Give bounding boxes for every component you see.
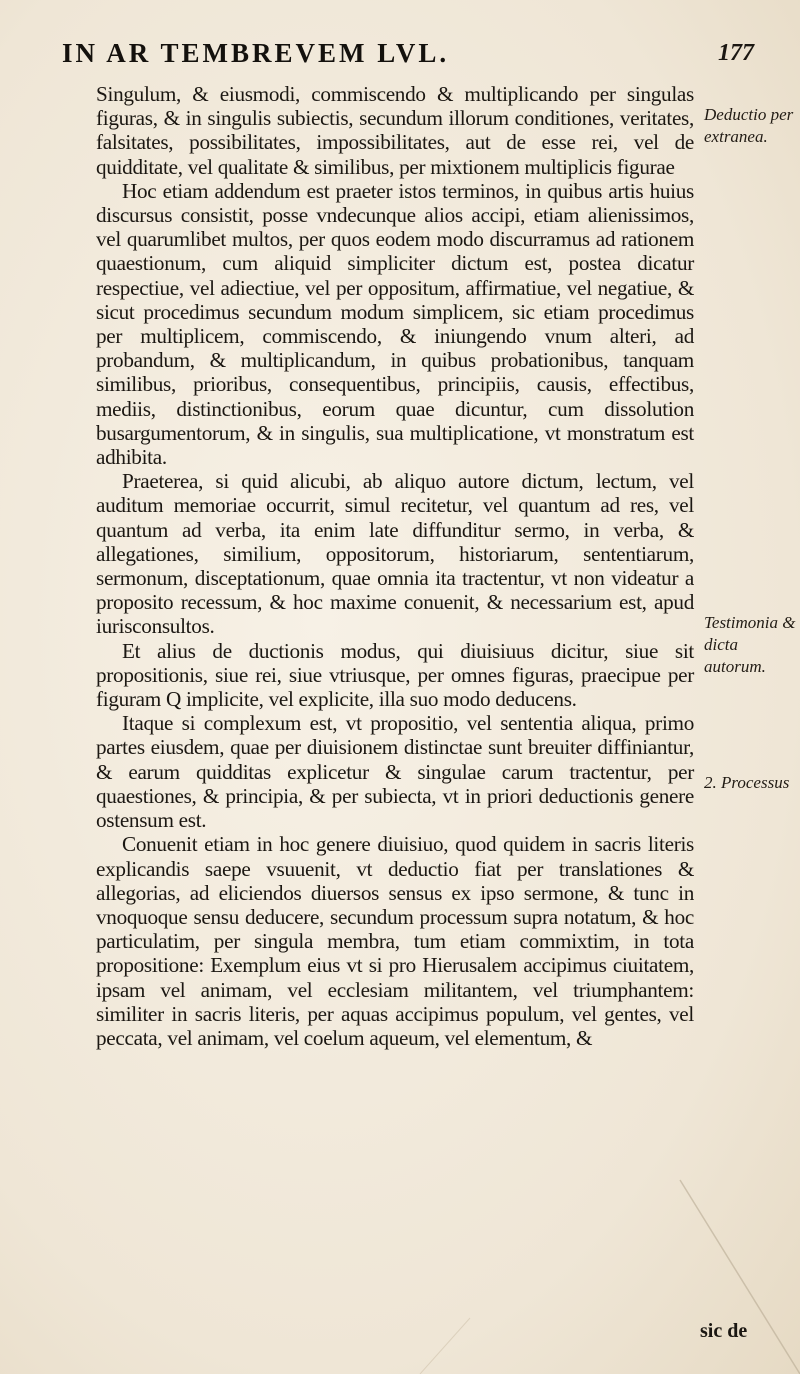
running-head: IN AR TEMBREVEM LVL.: [62, 38, 450, 68]
paragraph: Itaque si complexum est, vt propositio, vel sententia aliqua, primo partes eiusdem, quae per diuisionem distinctae sunt breuiter diffiniantur, & earum quidditas explicetur & singulae carum tractentur, per quaestiones, & principia, & per subiecta, vt in priori deductionis genere ostensum est.: [96, 711, 694, 833]
paragraph: Praeterea, si quid alicubi, ab aliquo autore dictum, lectum, vel auditum memoriae occurrit, simul recitetur, vel quantum ad res, vel quantum ad verba, ita enim late diffunditur sermo, in verba, & allegationes, similium, oppositorum, historiarum, sententiarum, sermonum, disceptationum, quae omnia ita tractentur, vt non videatur a proposito recessum, & hoc maxime conuenit, & necessarium est, apud iurisconsultos.: [96, 469, 694, 639]
paragraph: Hoc etiam addendum est praeter istos terminos, in quibus artis huius discursus consistit, posse vndecunque alios accipi, etiam alienissimos, vel quarumlibet multos, per quos eodem modo discurramus ad rationem quaestionum, cum aliquid simpliciter dictum est, postea dicatur respectiue, vel adiectiue, vel per oppositum, affirmatiue, vel negatiue, & sicut procedimus secundum modum simplicem, sic etiam procedimus per multiplicem, commiscendo, & iniungendo vnum alteri, ad probandum, & multiplicandum, in quibus probationibus, tanquam similibus, prioribus, consequentibus, principiis, causis, effectibus, mediis, distinctionibus, eorum quae dicuntur, cum dissolution busargumentorum, & in singulis, sua multiplicatione, vt monstratum est adhibita.: [96, 178, 694, 470]
page-number: 177: [718, 40, 754, 66]
margin-note: 2. Processus: [704, 773, 790, 792]
paragraph: Et alius de ductionis modus, qui diuisiuus dicitur, siue sit propositionis, siue rei, siue vtriusque, per omnes figuras, praecipue per figuram Q implicite, vel explicite, illa suo modo deducens.: [96, 638, 694, 712]
margin-note: Testimonia & dicta autorum.: [704, 613, 796, 676]
main-text: [96, 82, 694, 1050]
paragraph: Conuenit etiam in hoc genere diuisiuo, quod quidem in sacris literis explicandis saepe vsuuenit, vt deductio fiat per translationes & allegorias, ad eliciendos diuersos sensus ex ipso sermone, & tunc in vnoquoque sensu deducere, secundum processum supra notatum, & hoc particulatim, per singula membra, tum etiam commixtim, in tota propositione: Exemplum eius vt si pro Hierusalem accipimus ciuitatem, ipsam vel animam, vel ecclesiam militantem, vel triumphantem: similiter in sacris literis, per aquas accipimus populum, vel gentes, vel peccata, vel animam, vel coelum aqueum, vel elementum, &: [96, 832, 694, 1050]
catchword: sic de: [700, 1320, 748, 1342]
paragraph: Singulum, & eiusmodi, commiscendo & multiplicando per singulas figuras, & in singulis subiectis, secundum illorum conditiones, veritates, falsitates, possibilitates, impossibilitates, aut de esse rei, vel de quidditate, vel qualitate & similibus, per mixtionem multiplicis figurae: [96, 82, 694, 179]
margin-note: Deductio per extranea.: [704, 105, 794, 146]
page-header: [40, 36, 760, 70]
